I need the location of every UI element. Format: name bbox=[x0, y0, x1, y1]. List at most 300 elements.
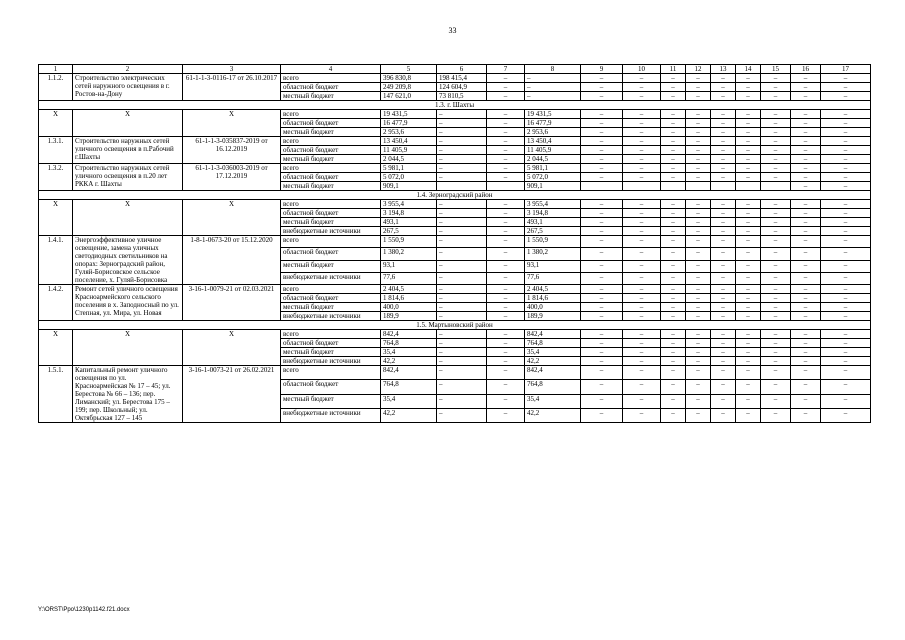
year-value: – bbox=[661, 128, 686, 137]
year-value: – bbox=[661, 74, 686, 83]
total-cost: 5 981,1 bbox=[381, 164, 437, 173]
year-value: – bbox=[686, 380, 711, 394]
year-value: – bbox=[736, 155, 761, 164]
year-value: – bbox=[791, 366, 821, 380]
year-value: – bbox=[821, 209, 871, 218]
funding-source: областной бюджет bbox=[281, 339, 381, 348]
item-number: 1.4.2. bbox=[39, 285, 73, 321]
year-value: – bbox=[821, 294, 871, 303]
year-value: – bbox=[581, 348, 623, 357]
column-number: 14 bbox=[736, 65, 761, 74]
col7-value: – bbox=[487, 339, 525, 348]
col6-value: 124 604,9 bbox=[437, 83, 487, 92]
year-value: – bbox=[791, 110, 821, 119]
year-value bbox=[686, 182, 711, 191]
col7-value: – bbox=[487, 155, 525, 164]
col6-value: – bbox=[437, 128, 487, 137]
year-value: – bbox=[761, 173, 791, 182]
col6-value: – bbox=[437, 394, 487, 408]
year-value: – bbox=[736, 260, 761, 272]
year-value: – bbox=[821, 330, 871, 339]
table-row bbox=[39, 164, 871, 173]
year-value: – bbox=[581, 110, 623, 119]
year-value: – bbox=[581, 74, 623, 83]
year-value: – bbox=[711, 357, 736, 366]
col6-value: – bbox=[437, 218, 487, 227]
total-cost: 493,1 bbox=[381, 218, 437, 227]
funding-source: областной бюджет bbox=[281, 119, 381, 128]
item-name: X bbox=[73, 200, 183, 236]
year-value: – bbox=[661, 303, 686, 312]
col7-value bbox=[487, 182, 525, 191]
total-cost: 93,1 bbox=[381, 260, 437, 272]
total-cost: 842,4 bbox=[381, 366, 437, 380]
col7-value: – bbox=[487, 200, 525, 209]
year-value: – bbox=[661, 330, 686, 339]
total-cost: 13 450,4 bbox=[381, 137, 437, 146]
total-cost: 42,2 bbox=[381, 408, 437, 422]
year-value: – bbox=[686, 366, 711, 380]
year-value: – bbox=[686, 146, 711, 155]
funding-source: местный бюджет bbox=[281, 218, 381, 227]
year-value: – bbox=[686, 110, 711, 119]
col6-value: – bbox=[437, 155, 487, 164]
col8-value: 1 380,2 bbox=[525, 248, 581, 260]
year-value: – bbox=[761, 119, 791, 128]
year-value: – bbox=[686, 312, 711, 321]
col8-value: – bbox=[525, 74, 581, 83]
column-number: 8 bbox=[525, 65, 581, 74]
year-value: – bbox=[623, 394, 661, 408]
year-value: – bbox=[821, 380, 871, 394]
year-value: – bbox=[791, 312, 821, 321]
year-value: – bbox=[581, 200, 623, 209]
table-body bbox=[39, 65, 871, 423]
year-value: – bbox=[761, 128, 791, 137]
year-value: – bbox=[581, 173, 623, 182]
year-value: – bbox=[791, 357, 821, 366]
year-value: – bbox=[661, 408, 686, 422]
year-value: – bbox=[623, 128, 661, 137]
year-value: – bbox=[581, 119, 623, 128]
year-value: – bbox=[761, 164, 791, 173]
item-number: 1.3.2. bbox=[39, 164, 73, 191]
year-value: – bbox=[736, 380, 761, 394]
item-name: X bbox=[73, 330, 183, 366]
year-value: – bbox=[711, 380, 736, 394]
year-value: – bbox=[821, 92, 871, 101]
year-value: – bbox=[686, 218, 711, 227]
year-value: – bbox=[761, 394, 791, 408]
year-value: – bbox=[661, 137, 686, 146]
year-value: – bbox=[581, 155, 623, 164]
year-value: – bbox=[623, 173, 661, 182]
year-value: – bbox=[623, 285, 661, 294]
year-value: – bbox=[761, 339, 791, 348]
funding-source: всего bbox=[281, 285, 381, 294]
item-registry: 61-1-1-3-035837-2019 от 16.12.2019 bbox=[183, 137, 281, 164]
year-value: – bbox=[686, 339, 711, 348]
year-value: – bbox=[791, 128, 821, 137]
year-value: – bbox=[791, 164, 821, 173]
year-value: – bbox=[661, 218, 686, 227]
table-row bbox=[39, 110, 871, 119]
year-value: – bbox=[761, 285, 791, 294]
year-value: – bbox=[761, 357, 791, 366]
section-title: 1.3. г. Шахты bbox=[39, 101, 871, 110]
col6-value: – bbox=[437, 260, 487, 272]
year-value: – bbox=[821, 83, 871, 92]
year-value: – bbox=[821, 366, 871, 380]
year-value: – bbox=[821, 74, 871, 83]
year-value: – bbox=[686, 260, 711, 272]
year-value: – bbox=[821, 227, 871, 236]
year-value: – bbox=[821, 218, 871, 227]
year-value: – bbox=[761, 303, 791, 312]
col8-value: 2 953,6 bbox=[525, 128, 581, 137]
funding-source: местный бюджет bbox=[281, 155, 381, 164]
year-value: – bbox=[791, 248, 821, 260]
col7-value: – bbox=[487, 173, 525, 182]
funding-source: местный бюджет bbox=[281, 260, 381, 272]
year-value bbox=[736, 182, 761, 191]
year-value: – bbox=[686, 408, 711, 422]
year-value: – bbox=[736, 164, 761, 173]
year-value: – bbox=[821, 110, 871, 119]
section-title: 1.5. Мартыновский район bbox=[39, 321, 871, 330]
funding-source: местный бюджет bbox=[281, 128, 381, 137]
col6-value: – bbox=[437, 312, 487, 321]
year-value: – bbox=[761, 227, 791, 236]
year-value: – bbox=[686, 128, 711, 137]
year-value: – bbox=[791, 348, 821, 357]
col7-value: – bbox=[487, 248, 525, 260]
item-registry: 3-16-1-0073-21 от 26.02.2021 bbox=[183, 366, 281, 423]
col8-value: 1 550,9 bbox=[525, 236, 581, 248]
year-value: – bbox=[821, 408, 871, 422]
funding-source: местный бюджет bbox=[281, 92, 381, 101]
col6-value: – bbox=[437, 272, 487, 284]
item-number: 1.5.1. bbox=[39, 366, 73, 423]
total-cost: 16 477,9 bbox=[381, 119, 437, 128]
year-value: – bbox=[711, 248, 736, 260]
col8-value: – bbox=[525, 83, 581, 92]
col6-value: – bbox=[437, 200, 487, 209]
year-value: – bbox=[711, 146, 736, 155]
col8-value: 764,8 bbox=[525, 339, 581, 348]
col6-value: – bbox=[437, 146, 487, 155]
year-value: – bbox=[761, 366, 791, 380]
funding-source: всего bbox=[281, 200, 381, 209]
col6-value: 73 810,5 bbox=[437, 92, 487, 101]
year-value: – bbox=[791, 173, 821, 182]
column-number-row bbox=[39, 65, 871, 74]
year-value: – bbox=[686, 294, 711, 303]
year-value: – bbox=[661, 348, 686, 357]
year-value: – bbox=[581, 285, 623, 294]
col8-value: 5 072,0 bbox=[525, 173, 581, 182]
year-value: – bbox=[821, 146, 871, 155]
year-value: – bbox=[581, 380, 623, 394]
year-value: – bbox=[821, 260, 871, 272]
year-value: – bbox=[791, 272, 821, 284]
year-value: – bbox=[686, 74, 711, 83]
year-value: – bbox=[761, 74, 791, 83]
funding-source: областной бюджет bbox=[281, 146, 381, 155]
year-value: – bbox=[623, 74, 661, 83]
funding-source: всего bbox=[281, 110, 381, 119]
column-number: 6 bbox=[437, 65, 487, 74]
year-value: – bbox=[623, 146, 661, 155]
year-value: – bbox=[711, 74, 736, 83]
year-value: – bbox=[661, 227, 686, 236]
section-row bbox=[39, 321, 871, 330]
col8-value: 267,5 bbox=[525, 227, 581, 236]
col7-value: – bbox=[487, 74, 525, 83]
year-value: – bbox=[821, 236, 871, 248]
year-value: – bbox=[711, 294, 736, 303]
year-value: – bbox=[711, 330, 736, 339]
year-value: – bbox=[686, 248, 711, 260]
col8-value: 35,4 bbox=[525, 348, 581, 357]
year-value: – bbox=[736, 248, 761, 260]
year-value: – bbox=[761, 200, 791, 209]
col8-value: 1 814,6 bbox=[525, 294, 581, 303]
year-value: – bbox=[791, 285, 821, 294]
year-value: – bbox=[623, 83, 661, 92]
table-row bbox=[39, 285, 871, 294]
year-value: – bbox=[736, 110, 761, 119]
col6-value: – bbox=[437, 357, 487, 366]
col7-value: – bbox=[487, 408, 525, 422]
year-value: – bbox=[623, 92, 661, 101]
year-value: – bbox=[581, 357, 623, 366]
col7-value: – bbox=[487, 236, 525, 248]
year-value: – bbox=[661, 200, 686, 209]
table-row bbox=[39, 137, 871, 146]
col7-value: – bbox=[487, 146, 525, 155]
year-value: – bbox=[661, 173, 686, 182]
item-registry: 61-1-1-3-036003-2019 от 17.12.2019 bbox=[183, 164, 281, 191]
year-value: – bbox=[736, 357, 761, 366]
total-cost: 2 044,5 bbox=[381, 155, 437, 164]
year-value: – bbox=[661, 155, 686, 164]
funding-source: областной бюджет bbox=[281, 83, 381, 92]
year-value: – bbox=[581, 164, 623, 173]
funding-source: местный бюджет bbox=[281, 182, 381, 191]
item-number: 1.3.1. bbox=[39, 137, 73, 164]
year-value: – bbox=[623, 339, 661, 348]
col6-value: – bbox=[437, 303, 487, 312]
year-value: – bbox=[791, 294, 821, 303]
col7-value: – bbox=[487, 272, 525, 284]
col6-value: – bbox=[437, 285, 487, 294]
year-value: – bbox=[791, 227, 821, 236]
table-row bbox=[39, 330, 871, 339]
section-title: 1.4. Зерноградский район bbox=[39, 191, 871, 200]
year-value: – bbox=[761, 248, 791, 260]
year-value: – bbox=[791, 260, 821, 272]
year-value: – bbox=[821, 173, 871, 182]
year-value: – bbox=[761, 272, 791, 284]
year-value: – bbox=[761, 348, 791, 357]
year-value: – bbox=[711, 119, 736, 128]
year-value: – bbox=[791, 408, 821, 422]
item-number: X bbox=[39, 330, 73, 366]
year-value: – bbox=[661, 110, 686, 119]
funding-source: всего bbox=[281, 74, 381, 83]
total-cost: 147 621,0 bbox=[381, 92, 437, 101]
year-value: – bbox=[661, 339, 686, 348]
year-value: – bbox=[761, 110, 791, 119]
year-value: – bbox=[623, 209, 661, 218]
year-value: – bbox=[736, 92, 761, 101]
funding-source: областной бюджет bbox=[281, 248, 381, 260]
col7-value: – bbox=[487, 380, 525, 394]
year-value: – bbox=[736, 83, 761, 92]
year-value: – bbox=[623, 164, 661, 173]
col6-value: – bbox=[437, 236, 487, 248]
year-value: – bbox=[821, 164, 871, 173]
year-value: – bbox=[791, 200, 821, 209]
col8-value: 11 405,9 bbox=[525, 146, 581, 155]
year-value: – bbox=[686, 137, 711, 146]
year-value: – bbox=[711, 173, 736, 182]
total-cost: 249 209,8 bbox=[381, 83, 437, 92]
year-value: – bbox=[623, 227, 661, 236]
year-value: – bbox=[791, 92, 821, 101]
year-value: – bbox=[821, 137, 871, 146]
col8-value: 2 404,5 bbox=[525, 285, 581, 294]
year-value: – bbox=[761, 218, 791, 227]
table-row bbox=[39, 366, 871, 380]
year-value: – bbox=[821, 357, 871, 366]
year-value: – bbox=[711, 92, 736, 101]
year-value: – bbox=[821, 155, 871, 164]
year-value: – bbox=[711, 164, 736, 173]
year-value: – bbox=[821, 303, 871, 312]
year-value: – bbox=[736, 408, 761, 422]
year-value: – bbox=[736, 137, 761, 146]
year-value: – bbox=[736, 236, 761, 248]
col8-value: 493,1 bbox=[525, 218, 581, 227]
year-value: – bbox=[791, 146, 821, 155]
col7-value: – bbox=[487, 92, 525, 101]
year-value: – bbox=[661, 357, 686, 366]
column-number: 7 bbox=[487, 65, 525, 74]
col6-value: – bbox=[437, 248, 487, 260]
funding-source: всего bbox=[281, 330, 381, 339]
year-value: – bbox=[686, 236, 711, 248]
year-value: – bbox=[623, 303, 661, 312]
year-value: – bbox=[736, 146, 761, 155]
year-value: – bbox=[736, 227, 761, 236]
col8-value: 3 955,4 bbox=[525, 200, 581, 209]
year-value: – bbox=[711, 200, 736, 209]
year-value: – bbox=[761, 408, 791, 422]
col7-value: – bbox=[487, 285, 525, 294]
year-value: – bbox=[686, 209, 711, 218]
year-value bbox=[623, 182, 661, 191]
column-number: 5 bbox=[381, 65, 437, 74]
year-value: – bbox=[623, 236, 661, 248]
col8-value: 16 477,9 bbox=[525, 119, 581, 128]
year-value: – bbox=[736, 366, 761, 380]
item-registry: 1-8-1-0673-20 от 15.12.2020 bbox=[183, 236, 281, 285]
total-cost: 189,9 bbox=[381, 312, 437, 321]
year-value: – bbox=[581, 236, 623, 248]
year-value: – bbox=[623, 348, 661, 357]
year-value: – bbox=[686, 303, 711, 312]
year-value: – bbox=[736, 128, 761, 137]
year-value: – bbox=[581, 366, 623, 380]
year-value: – bbox=[581, 272, 623, 284]
year-value: – bbox=[711, 83, 736, 92]
year-value: – bbox=[661, 312, 686, 321]
col8-value: 764,8 bbox=[525, 380, 581, 394]
col8-value: 35,4 bbox=[525, 394, 581, 408]
funding-source: областной бюджет bbox=[281, 173, 381, 182]
year-value: – bbox=[661, 272, 686, 284]
funding-source: внебюджетные источники bbox=[281, 312, 381, 321]
year-value: – bbox=[711, 303, 736, 312]
year-value: – bbox=[661, 83, 686, 92]
table-row bbox=[39, 74, 871, 83]
footer-file-path: Y:\ORST\Ppo\1230p1142.f21.docx bbox=[38, 607, 130, 613]
year-value: – bbox=[581, 260, 623, 272]
year-value: – bbox=[736, 339, 761, 348]
year-value: – bbox=[581, 408, 623, 422]
col6-value: – bbox=[437, 137, 487, 146]
col7-value: – bbox=[487, 128, 525, 137]
col6-value: – bbox=[437, 119, 487, 128]
item-number: X bbox=[39, 200, 73, 236]
year-value: – bbox=[791, 119, 821, 128]
item-name: Энергоэффективное уличное освещение, замена уличных светодиодных светильников на опорах: Зерноградский район, Гуляй-Борисовское сельское поселение, х. Гуляй-Борисовка bbox=[73, 236, 183, 285]
table-row bbox=[39, 236, 871, 248]
year-value: – bbox=[623, 312, 661, 321]
funding-source: местный бюджет bbox=[281, 394, 381, 408]
year-value: – bbox=[686, 83, 711, 92]
year-value: – bbox=[736, 394, 761, 408]
year-value: – bbox=[736, 303, 761, 312]
year-value: – bbox=[761, 92, 791, 101]
year-value: – bbox=[686, 119, 711, 128]
column-number: 16 bbox=[791, 65, 821, 74]
section-row bbox=[39, 101, 871, 110]
year-value: – bbox=[791, 394, 821, 408]
col7-value: – bbox=[487, 366, 525, 380]
year-value: – bbox=[711, 348, 736, 357]
col7-value: – bbox=[487, 330, 525, 339]
year-value: – bbox=[581, 92, 623, 101]
total-cost: 1 550,9 bbox=[381, 236, 437, 248]
year-value: – bbox=[711, 137, 736, 146]
year-value: – bbox=[686, 330, 711, 339]
col7-value: – bbox=[487, 83, 525, 92]
year-value: – bbox=[711, 312, 736, 321]
year-value: – bbox=[821, 348, 871, 357]
col8-value: 42,2 bbox=[525, 408, 581, 422]
year-value: – bbox=[711, 236, 736, 248]
year-value: – bbox=[661, 146, 686, 155]
year-value bbox=[711, 182, 736, 191]
total-cost: 77,6 bbox=[381, 272, 437, 284]
col6-value: – bbox=[437, 227, 487, 236]
col7-value: – bbox=[487, 260, 525, 272]
year-value: – bbox=[711, 110, 736, 119]
funding-source: всего bbox=[281, 366, 381, 380]
